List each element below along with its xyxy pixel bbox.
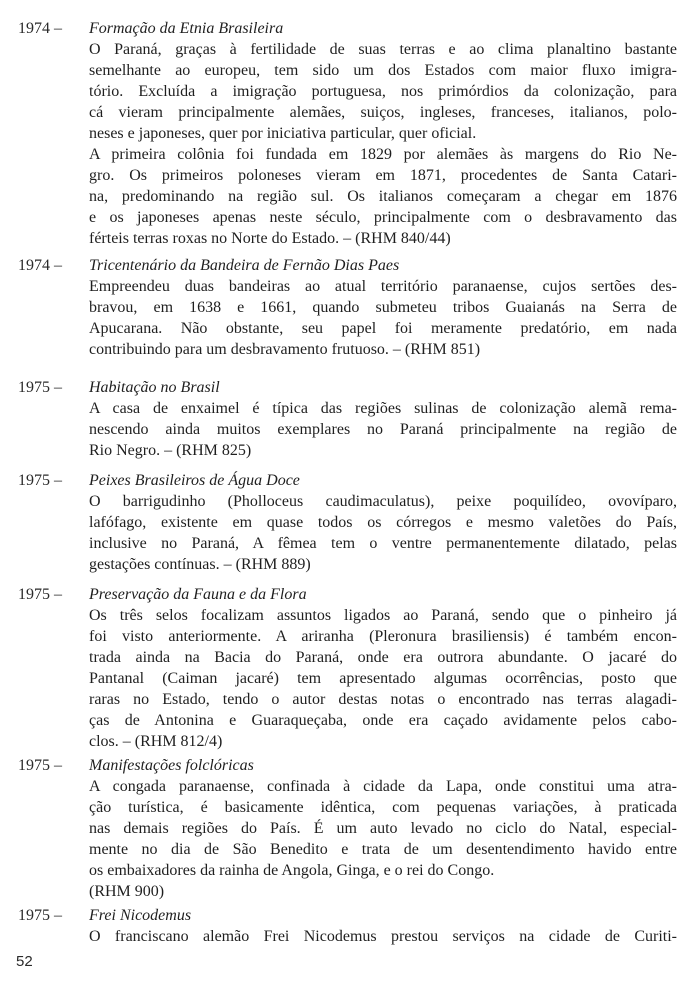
entry-year: 1974 – [18, 257, 62, 274]
entry-title: Formação da Etnia Brasileira [89, 20, 284, 37]
body-line: foi visto anteriormente. A ariranha (Pleronura brasiliensis) é também encon- [89, 628, 677, 645]
entry-year: 1975 – [18, 757, 62, 774]
body-line: nas demais regiões do País. É um auto levado no ciclo do Natal, especial- [89, 820, 677, 837]
body-line: O barrigudinho (Pholloceus caudimaculatus), peixe poquilídeo, ovovíparo, [89, 493, 677, 510]
entry-year: 1974 – [18, 20, 62, 37]
entry-title: Preservação da Fauna e da Flora [89, 586, 307, 603]
body-line: contribuindo para um desbravamento frutuoso. – (RHM 851) [89, 341, 481, 358]
body-line: O Paraná, graças à fertilidade de suas terras e ao clima planaltino bastante [89, 41, 677, 58]
body-line: inclusive no Paraná, A fêmea tem o ventre permanentemente dilatado, pelas [89, 535, 677, 552]
body-line: A casa de enxaimel é típica das regiões sulinas de colonização alemã rema- [89, 400, 677, 417]
body-line: tório. Excluída a imigração portuguesa, nos primórdios da colonização, para [89, 83, 677, 100]
body-line: semelhante ao europeu, tem sido um dos Estados com maior fluxo imigra- [89, 62, 677, 79]
body-line: (RHM 900) [89, 883, 165, 900]
entry-title: Frei Nicodemus [89, 907, 192, 924]
page-number: 52 [16, 953, 33, 970]
body-line: A primeira colônia foi fundada em 1829 por alemães às margens do Rio Ne- [89, 146, 677, 163]
body-line: Empreendeu duas bandeiras ao atual território paranaense, cujos sertões des- [89, 278, 677, 295]
body-line: férteis terras roxas no Norte do Estado. – (RHM 840/44) [89, 230, 451, 247]
body-line: gestações contínuas. – (RHM 889) [89, 556, 311, 573]
body-line: cá vieram principalmente alemães, suiços, ingleses, franceses, italianos, polo- [89, 104, 677, 121]
entry-title: Peixes Brasileiros de Água Doce [89, 472, 300, 489]
body-line: Os três selos focalizam assuntos ligados ao Paraná, sendo que o pinheiro já [89, 607, 677, 624]
body-line: Pantanal (Caiman jacaré) tem apresentado algumas ocorrências, posto que [89, 670, 677, 687]
body-line: ças de Antonina e Guaraqueçaba, onde era caçado avidamente pelos cabo- [89, 712, 677, 729]
body-line: O franciscano alemão Frei Nicodemus prestou serviços na cidade de Curiti- [89, 928, 677, 945]
body-line: gro. Os primeiros poloneses vieram em 1871, procedentes de Santa Catari- [89, 167, 677, 184]
body-line: mente no dia de São Benedito e trata de um desentendimento havido entre [89, 841, 677, 858]
entry-title: Tricentenário da Bandeira de Fernão Dias Paes [89, 257, 400, 274]
body-line: ção turística, é basicamente idêntica, com pequenas variações, à praticada [89, 799, 677, 816]
entry-title: Manifestações folclóricas [89, 757, 254, 774]
entry-title: Habitação no Brasil [89, 379, 220, 396]
body-line: Rio Negro. – (RHM 825) [89, 442, 252, 459]
entry-year: 1975 – [18, 472, 62, 489]
body-line: lafófago, existente em quase todos os córregos e mesmo valetões do País, [89, 514, 677, 531]
body-line: bravou, em 1638 e 1661, quando submeteu tribos Guaianás na Serra de [89, 299, 677, 316]
body-line: A congada paranaense, confinada à cidade da Lapa, onde constitui uma atra- [89, 778, 677, 795]
entry-year: 1975 – [18, 379, 62, 396]
body-line: raras no Estado, tendo o autor destas notas o encontrado nas terras alagadi- [89, 691, 677, 708]
body-line: e os japoneses apenas neste século, principalmente com o desbravamento das [89, 209, 677, 226]
body-line: os embaixadores da rainha de Angola, Ginga, e o rei do Congo. [89, 862, 495, 879]
body-line: neses e japoneses, quer por iniciativa particular, quer oficial. [89, 125, 477, 142]
body-line: Apucarana. Não obstante, seu papel foi meramente predatório, em nada [89, 320, 677, 337]
entry-year: 1975 – [18, 586, 62, 603]
body-line: trada ainda na Bacia do Paraná, onde era outrora abundante. O jacaré do [89, 649, 677, 666]
body-line: clos. – (RHM 812/4) [89, 733, 223, 750]
body-line: nescendo ainda muitos exemplares no Paraná principalmente na região de [89, 421, 677, 438]
body-line: na, predominando na região sul. Os italianos começaram a chegar em 1876 [89, 188, 677, 205]
entry-year: 1975 – [18, 907, 62, 924]
